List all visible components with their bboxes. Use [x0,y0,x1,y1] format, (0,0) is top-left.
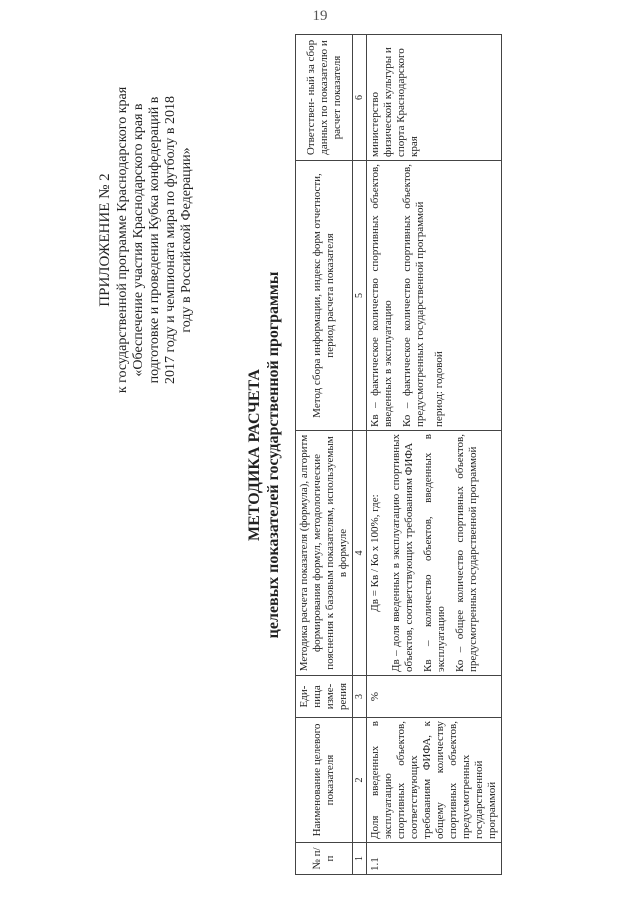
indicator-methodology [367,431,502,676]
indicator-responsible: министерство физической культуры и спорта Краснодарского края [367,35,502,161]
title-line-2: целевых показателей государственной программы [265,271,282,639]
column-number: 3 [353,676,367,718]
header-name: Наименование целевого показателя [296,718,353,843]
column-number-row [353,35,367,875]
indicator-collection [367,161,502,431]
rotated-page [95,25,545,885]
document-title [245,25,283,885]
collection-period: период: годовой [433,351,445,427]
methodology-kv: Кв – количество объектов, введенных в эксплуатацию [422,434,447,672]
column-number: 5 [353,161,367,431]
appendix-line: 2017 году и чемпионата мира по футболу в 2018 [163,96,178,384]
table-header-row [296,35,353,875]
collection-kv: Кв – фактическое количество спортивных объектов, введенных в эксплуатацию [369,164,394,427]
collection-ko: Ко – фактическое количество спортивных объектов, предусмотренных государственной программой [401,164,426,427]
table-row [367,35,502,875]
header-collection: Метод сбора информации, индекс форм отчетности, период расчета показателя [296,161,353,431]
appendix-line: году в Российской Федерации» [179,147,194,333]
title-line-1: МЕТОДИКА РАСЧЕТА [246,369,263,541]
appendix-heading: ПРИЛОЖЕНИЕ № 2 [97,173,113,307]
indicator-unit: % [367,676,502,718]
page-number: 19 [312,8,328,24]
formula: Дв = Кв / Ко х 100%, где: [369,494,381,612]
appendix-line: к государственной программе Краснодарского края [115,86,130,394]
appendix-line: «Обеспечение участия Краснодарского края в [131,103,146,377]
column-number: 4 [353,431,367,676]
header-methodology: Методика расчета показателя (формула), алгоритм формирования формул, методологические пояснения к базовым показателям, используемым в формуле [296,431,353,676]
header-responsible: Ответствен- ный за сбор данных по показателю и расчет показателя [296,35,353,161]
header-unit: Еди- ница изме- рения [296,676,353,718]
column-number: 6 [353,35,367,161]
appendix-line: подготовке и проведении Кубка конфедераций в [147,96,162,384]
column-number: 2 [353,718,367,843]
header-num: № п/п [296,843,353,875]
indicator-name: Доля введенных в эксплуатацию спортивных объектов, соответствующих требованиям ФИФА, к общему количеству спортивных объектов, предусмотренных государственной программой [367,718,502,843]
methodology-ko: Ко – общее количество спортивных объектов, предусмотренных государственной программой [454,434,479,672]
row-num: 1.1 [367,843,502,875]
methodology-dv: Дв – доля введенных в эксплуатацию спортивных объектов, соответствующих требованиям ФИФА [390,434,415,672]
appendix-block [97,35,195,445]
column-number: 1 [353,843,367,875]
indicators-table [295,34,502,875]
